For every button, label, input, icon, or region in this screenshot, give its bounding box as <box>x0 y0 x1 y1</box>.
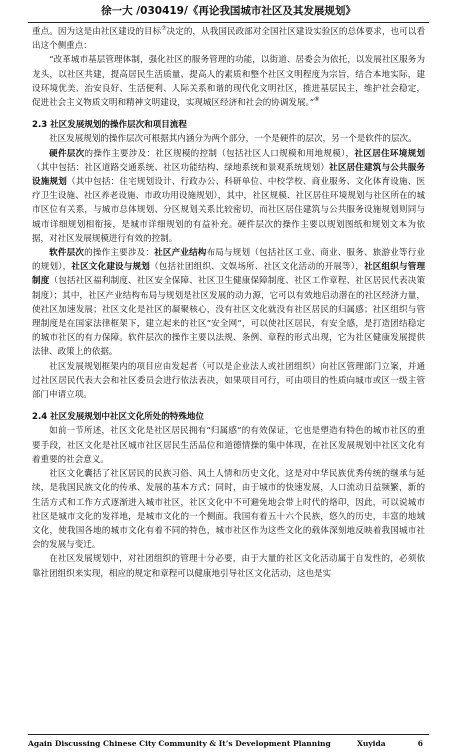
quote-paragraph <box>32 53 425 110</box>
paragraph: 如前一节所述，社区文化是社区居民拥有“归属感”的有效保证，它也是塑造有特色的城市社区的重要手段，社区文化是社区城市社区居民生活品位和道德情操的集中体现，在社区发展规划中社区文化有着重要的社会意义。 <box>32 426 425 465</box>
running-header: 徐一大 /030419/《再论我国城市社区及其发展规划》 <box>101 5 356 17</box>
paragraph: 社区发展规划框架内的项目应由发起者（可以是企业法人或社团组织）向社区管理部门立案，并通过社区居民代表大会和社区委员会进行依法表决，如果项目可行，可由项目的性质向城市或区一级主管部门申请立项。 <box>32 361 425 401</box>
text-run: 重点。因为这是由社区建设的目标 <box>32 27 162 37</box>
text-run: “改革城市基层管理体制，强化社区的服务管理的功能，以街道、居委会为依托，以发展社区服务为龙头，以社区共建，提高居民生活质量、提高人的素质和整个社区文明程度为宗旨，结合本地实际，建设环境优美、治安良好、生活便利、人际关系和谐的现代化文明社区，推进基层民主，维护社会稳定，促进社会主义物质文明和精神文明建设，实现城区经济和社会的协调发展。” <box>32 55 425 109</box>
bold-term: 软件层次 <box>49 248 85 259</box>
section-heading-2-3: 2.3 社区发展规划的操作层次和项目流程 <box>32 120 187 131</box>
text-run: 的操作主要涉及： <box>84 248 155 259</box>
bold-term: 社区文化建设与规划 <box>71 262 150 273</box>
section-heading-2-4: 2.4 社区发展规划中社区文化所处的特殊地位 <box>32 412 204 423</box>
bold-term: 社区居住建筑与公共服务设施规划 <box>32 162 426 188</box>
page-number: 6 <box>417 739 423 748</box>
spacer <box>32 402 425 410</box>
paragraph: 在社区发展规划中，对社团组织的管理十分必要，由于大量的社区文化活动属于自发性的，必须依靠社团组织来实现，相应的规定和章程可以健康地引导社区文化活动，这也是实 <box>32 554 425 579</box>
text-run: （其中包括：社区道路交通系统、社区功能结构、绿地系统和景观系统规划） <box>32 162 330 173</box>
header-rule <box>28 22 429 23</box>
text-run: （包括社区福利制度、社区安全保障、社区卫生健康保障制度、社区工作章程、社区居民代表决策制度）；其中，社区产业结构布局与规划是社区发展的动力源，它可以有效地启动潜在的社区经济力量，使社区加速发展；社区文化是社区的凝聚核心，没有社区文化就没有社区居民的归属感；社区组织与管理制度是在国家法律框架下，建立起来的社区“安全网”，可以使社区居民，有安全感，是打造团结稳定的城市社区的有力保障。软件层次的操作主要以法规、条例、章程的形式出现，它为社区健康发展提供法律、政策上的依据。 <box>32 276 426 358</box>
bold-term: 硬件层次 <box>49 148 85 159</box>
bold-term: 社区组织与管理制度 <box>32 262 426 287</box>
paragraph-continuation <box>32 25 425 53</box>
running-footer <box>28 738 429 752</box>
paragraph: 社区发展规划的操作层次可根据其内涵分为两个部分，一个是硬件的层次，另一个是软件的层次。 <box>49 134 417 145</box>
bold-term: 社区产业结构 <box>154 248 207 259</box>
footer-title: Again Discussing Chinese City Community & It’s Development Planning <box>28 739 331 748</box>
bold-term: 社区居住环境规划 <box>354 148 426 159</box>
text-run: （其中包括：住宅规划设计、行政办公、科研单位、中校学校、商业服务、文化体育设施、医疗卫生设施、社区养老设施、市政功用设施规划），其中，社区规模、社区居住环境规划与社区所在的城市区位有关系，与城市总体规划、分区规划关系比较密切，而社区居住建筑与公共服务设施规划则同与城市详细规划相衔接，是城市详细规划的有益补充。硬件层次的操作主要以规划图纸和规划文本为依据，对社区发展规模进行有效的控制。 <box>32 177 426 244</box>
paragraph-software <box>32 246 425 360</box>
body-text <box>32 25 425 581</box>
paragraph-hardware <box>32 147 425 246</box>
footnote-ref: ⑧ <box>314 96 320 104</box>
text-run: 布局与规划（包括社区工业、商业、服务、旅游业等行业的规划）， <box>32 248 426 273</box>
footer-author: Xuyida <box>357 739 386 748</box>
footer-rule <box>28 734 429 735</box>
spacer <box>32 110 425 118</box>
text-run: 决定的，从我国民政部对全国社区建设实验区的总体要求，也可以看出这个侧重点： <box>32 27 425 52</box>
text-run: 的操作主要涉及：社区规模的控制（包括社区人口规模和用地规模）， <box>84 148 355 159</box>
footnote-ref: ⑦ <box>161 25 167 33</box>
text-run: （包括社团组织、文娱场所、社区文化活动的开展等）， <box>150 262 365 273</box>
paragraph: 社区文化囊括了社区居民的民族习俗、风土人情和历史文化，这是对中华民族优秀传统的继承与延续，是我国民族文化的传承、发展的基本方式；同时，由于城市的快速发展，人口流动日益频繁，新的生活方式和工作方式逐渐进入城市社区，社区文化中不可避免地会带上时代的烙印，因此，可以说城市社区是城市文化的发祥地，是城市文化的一个侧面。我国有着五十六个民族，悠久的历史，丰富的地域文化，使我国各地的城市文化有着不同的特色，城市社区作为这些文化的载体深刻地反映着我国城市社会的发展与变迁。 <box>32 469 425 551</box>
